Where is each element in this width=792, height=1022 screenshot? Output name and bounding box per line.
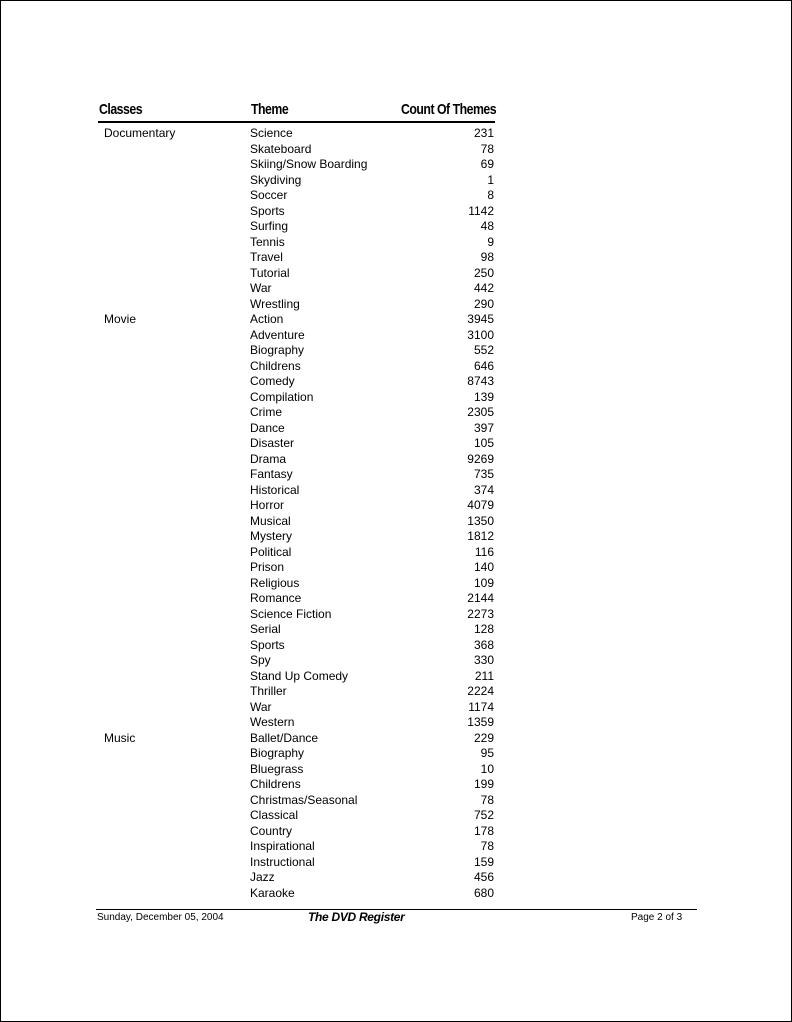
footer-report-title: The DVD Register <box>308 910 405 924</box>
theme-cell: Fantasy <box>250 467 293 481</box>
theme-cell: Stand Up Comedy <box>250 668 349 683</box>
table-row <box>1 452 792 468</box>
count-cell: 735 <box>473 467 494 481</box>
table-row <box>1 793 792 809</box>
table-row <box>1 467 792 483</box>
theme-cell: Action <box>250 312 284 326</box>
count-cell: 78 <box>480 792 494 807</box>
theme-cell: Biography <box>250 343 305 357</box>
table-row <box>1 545 792 561</box>
count-cell: 1359 <box>467 715 494 729</box>
theme-cell: Childrens <box>250 777 301 791</box>
column-header-count: Count Of Themes <box>401 101 497 118</box>
count-cell: 109 <box>473 575 494 590</box>
count-cell: 290 <box>473 296 494 311</box>
count-cell: 95 <box>480 746 494 760</box>
table-row <box>1 343 792 359</box>
count-cell: 368 <box>473 637 494 652</box>
table-row <box>1 622 792 638</box>
theme-cell: Horror <box>250 498 285 512</box>
theme-cell: War <box>250 699 272 714</box>
theme-cell: Classical <box>250 808 299 822</box>
count-cell: 231 <box>473 126 494 140</box>
count-cell: 199 <box>473 777 494 791</box>
theme-cell: Thriller <box>250 684 287 698</box>
theme-cell: Dance <box>250 420 285 435</box>
column-header-classes: Classes <box>99 101 143 118</box>
theme-cell: Religious <box>250 575 300 590</box>
count-cell: 646 <box>473 358 494 373</box>
table-row <box>1 746 792 762</box>
theme-cell: Western <box>250 715 295 729</box>
table-row <box>1 607 792 623</box>
theme-cell: Spy <box>250 653 271 667</box>
count-cell: 2144 <box>467 591 494 605</box>
theme-cell: Instructional <box>250 854 315 869</box>
theme-cell: Comedy <box>250 374 295 388</box>
table-row <box>1 498 792 514</box>
theme-cell: Wrestling <box>250 296 300 311</box>
class-cell: Music <box>104 730 136 745</box>
theme-cell: Drama <box>250 451 287 466</box>
footer-date: Sunday, December 05, 2004 <box>97 912 224 923</box>
table-row <box>1 669 792 685</box>
theme-cell: Travel <box>250 250 283 264</box>
table-row <box>1 870 792 886</box>
table-row <box>1 359 792 375</box>
theme-cell: Adventure <box>250 327 305 342</box>
theme-cell: Country <box>250 823 293 838</box>
count-cell: 442 <box>473 281 494 295</box>
count-cell: 397 <box>473 420 494 435</box>
count-cell: 211 <box>474 668 494 683</box>
count-cell: 159 <box>473 854 494 869</box>
theme-cell: Skiing/Snow Boarding <box>250 157 368 171</box>
table-row <box>1 700 792 716</box>
count-cell: 48 <box>480 219 494 233</box>
count-cell: 330 <box>473 653 494 667</box>
theme-cell: Skateboard <box>250 141 312 156</box>
theme-cell: Tutorial <box>250 265 290 280</box>
count-cell: 229 <box>473 730 494 745</box>
table-row <box>1 328 792 344</box>
count-cell: 8 <box>487 188 494 202</box>
theme-cell: War <box>250 281 272 295</box>
table-row <box>1 126 792 142</box>
theme-cell: Bluegrass <box>250 761 304 776</box>
theme-cell: Romance <box>250 591 302 605</box>
table-row <box>1 219 792 235</box>
count-cell: 456 <box>473 870 494 884</box>
theme-cell: Sports <box>250 203 285 218</box>
count-cell: 10 <box>480 761 494 776</box>
count-cell: 2273 <box>467 606 494 621</box>
class-cell: Movie <box>104 312 137 326</box>
theme-cell: Compilation <box>250 389 314 404</box>
theme-cell: Crime <box>250 405 282 419</box>
theme-cell: Biography <box>250 746 305 760</box>
table-row <box>1 653 792 669</box>
count-cell: 105 <box>473 436 494 450</box>
table-row <box>1 855 792 871</box>
table-row <box>1 157 792 173</box>
table-row <box>1 638 792 654</box>
theme-cell: Historical <box>250 482 300 497</box>
count-cell: 78 <box>480 141 494 156</box>
count-cell: 8743 <box>467 374 494 388</box>
table-row <box>1 235 792 251</box>
theme-cell: Science Fiction <box>250 606 332 621</box>
count-cell: 680 <box>473 885 494 900</box>
table-row <box>1 173 792 189</box>
table-row <box>1 374 792 390</box>
theme-cell: Christmas/Seasonal <box>250 792 358 807</box>
theme-cell: Tennis <box>250 234 285 249</box>
count-cell: 1174 <box>468 699 494 714</box>
table-row <box>1 266 792 282</box>
count-cell: 4079 <box>467 498 494 512</box>
table-row <box>1 684 792 700</box>
table-row <box>1 483 792 499</box>
count-cell: 752 <box>473 808 494 822</box>
theme-cell: Karaoke <box>250 885 295 900</box>
table-row <box>1 762 792 778</box>
count-cell: 139 <box>473 389 494 404</box>
theme-cell: Surfing <box>250 219 289 233</box>
theme-cell: Prison <box>250 560 285 574</box>
table-row <box>1 204 792 220</box>
table-row <box>1 281 792 297</box>
theme-cell: Musical <box>250 513 291 528</box>
theme-cell: Sports <box>250 637 285 652</box>
count-cell: 116 <box>474 544 494 559</box>
count-cell: 128 <box>473 622 494 636</box>
count-cell: 98 <box>480 250 494 264</box>
table-row <box>1 390 792 406</box>
count-cell: 1812 <box>467 529 494 543</box>
count-cell: 250 <box>473 265 494 280</box>
table-row <box>1 715 792 731</box>
theme-cell: Skydiving <box>250 172 302 187</box>
theme-cell: Mystery <box>250 529 292 543</box>
table-row <box>1 576 792 592</box>
count-cell: 178 <box>473 823 494 838</box>
table-row <box>1 250 792 266</box>
count-cell: 1 <box>487 172 494 187</box>
theme-cell: Political <box>250 544 292 559</box>
count-cell: 3945 <box>467 312 494 326</box>
count-cell: 552 <box>473 343 494 357</box>
footer-page-number: Page 2 of 3 <box>631 912 683 923</box>
table-row <box>1 312 792 328</box>
table-row <box>1 405 792 421</box>
table-row <box>1 436 792 452</box>
table-row <box>1 731 792 747</box>
count-cell: 2305 <box>467 405 494 419</box>
count-cell: 1350 <box>467 513 494 528</box>
table-row <box>1 777 792 793</box>
table-row <box>1 560 792 576</box>
table-row <box>1 824 792 840</box>
count-cell: 78 <box>480 839 494 853</box>
table-row <box>1 529 792 545</box>
table-row <box>1 142 792 158</box>
table-row <box>1 188 792 204</box>
table-row <box>1 514 792 530</box>
report-table-body <box>1 126 792 901</box>
count-cell: 2224 <box>467 684 494 698</box>
table-row <box>1 591 792 607</box>
column-header-theme: Theme <box>251 101 289 118</box>
header-divider <box>98 121 495 123</box>
count-cell: 9269 <box>467 451 494 466</box>
count-cell: 69 <box>480 157 494 171</box>
table-row <box>1 839 792 855</box>
theme-cell: Science <box>250 126 293 140</box>
theme-cell: Serial <box>250 622 281 636</box>
count-cell: 140 <box>473 560 494 574</box>
theme-cell: Disaster <box>250 436 295 450</box>
theme-cell: Childrens <box>250 358 301 373</box>
theme-cell: Soccer <box>250 188 288 202</box>
class-cell: Documentary <box>104 126 176 140</box>
table-row <box>1 297 792 313</box>
theme-cell: Inspirational <box>250 839 315 853</box>
theme-cell: Jazz <box>250 870 275 884</box>
count-cell: 9 <box>487 234 494 249</box>
table-row <box>1 808 792 824</box>
theme-cell: Ballet/Dance <box>250 730 319 745</box>
count-cell: 3100 <box>467 327 494 342</box>
count-cell: 374 <box>473 482 494 497</box>
table-row <box>1 421 792 437</box>
count-cell: 1142 <box>468 203 494 218</box>
table-row <box>1 886 792 902</box>
